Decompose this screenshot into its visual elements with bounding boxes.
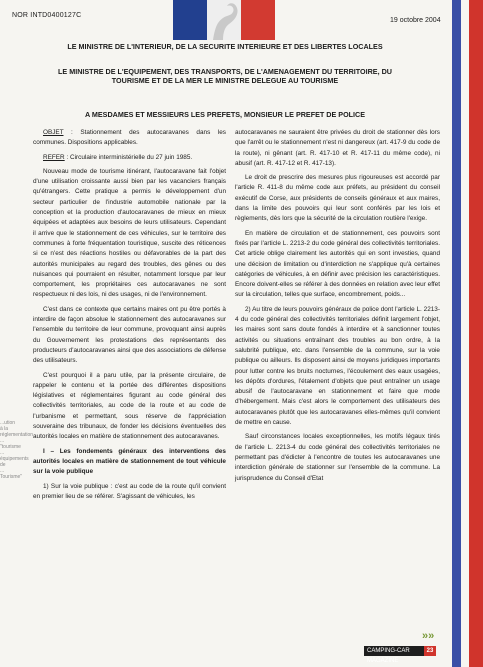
tricolor-stripe-white	[461, 0, 469, 667]
object-label: OBJET	[43, 129, 64, 136]
paragraph: C'est dans ce contexte que certains maires ont pu être portés à interdire de façon absolue le stationnement des autocaravanes sur l'ensemble du territoire de leur commune, provoquant ainsi auprès du Gouvernement les protestations des représentants des producteurs d'autocaravanes ainsi que des associations de défense des utilisateurs.	[33, 305, 226, 365]
left-column	[33, 128, 226, 506]
document-date: 19 octobre 2004	[390, 17, 441, 24]
magazine-footer: CAMPING-CAR MAGAZINE	[364, 646, 434, 656]
reference-text: : Circulaire interministérielle du 27 juin 1985.	[64, 153, 193, 161]
addressees-heading: A MESDAMES ET MESSIEURS LES PREFETS, MONSIEUR LE PREFET DE POLICE	[84, 110, 366, 119]
tricolor-stripe-red	[469, 0, 483, 667]
reference-label: REFER	[43, 153, 65, 161]
section-title: I – Les fondements généraux des interventions des autorités locales en matière de stationnement de tout véhicule sur la voie publique	[33, 447, 226, 476]
paragraph: 2) Au titre de leurs pouvoirs généraux de police dont l'article L. 2213-4 du code général des collectivités territoriales définit largement l'objet, les maires sont sans doute fondés à interdire et à sanctionner toutes activités ou situations entraînant des troubles au bon ordre, à la salubrité publique, etc. dans l'ensemble de la commune, sur la voie publique ou ailleurs. Ils disposent ainsi de moyens juridiques importants pour lutter contre les bruits nocturnes, l'écoulement des eaux usagées, les dépôts d'ordures, l'étalement d'objets que peut entraîner un usage abusif de l'autocaravane en stationnement et faire que mode d'hébergement. Mais c'est alors le comportement des utilisateurs des autocaravanes plutôt que les autocaravanes elles-mêmes qu'il convient de mettre en cause.	[235, 305, 440, 427]
paragraph: Nouveau mode de tourisme itinérant, l'autocaravane fait l'objet d'une utilisation croissante aussi bien par les vacanciers français qu'étrangers. Cette pratique a permis le développement d'un secteur particulier de l'industrie automobile nationale par la conception et la production d'autocaravanes de mieux en mieux équipées et adaptées aux besoins de leurs utilisateurs. Cependant il arrive que le stationnement de ces véhicules, sur le territoire des communes à forte fréquentation touristique, suscite des réticences si ce n'est des réactions hostiles ou défavorables de la part des autorités municipales au regard des troubles, des gênes ou des nuisances qui pourraient en résulter, notamment lorsque par leur comportement, les propriétaires ces autocaravanes ne sont respectueux ni des lois, ni des usages, ni de l'environnement.	[33, 167, 226, 299]
tricolor-stripe-blue	[452, 0, 461, 667]
object-line	[33, 128, 226, 149]
paragraph: C'est pourquoi il a paru utile, par la présente circulaire, de rappeler le contenu et la portée des différentes dispositions législatives et réglementaires figurant au code général des collectivités territoriales, au code de la route et au code de l'urbanisme et permettant, sous réserve de l'appréciation souveraine des tribunaux, de fonder les décisions éventuelles des autorités locales en matière de stationnement des autocaravanes.	[33, 371, 226, 441]
issuer-heading-2: LE MINISTRE DE L'EQUIPEMENT, DES TRANSPORTS, DE L'AMENAGEMENT DU TERRITOIRE, DU TOURISME ET DE LA MER LE MINISTRE DELEGUE AU TOURISME	[58, 67, 392, 85]
page-number: 23	[424, 646, 436, 656]
object-text: : Stationnement des autocaravanes dans les communes. Dispositions applicables.	[33, 129, 226, 147]
bleed-through-text: ...ution à la réglementation ... "tourisme ... équipements de ... Tourisme"	[0, 420, 34, 480]
marianne-profile-icon	[207, 0, 241, 40]
paragraph: En matière de circulation et de stationnement, ces pouvoirs sont fixés par l'article L. 2213-2 du code général des collectivités territoriales. Cet article oblige clairement les autorités qui en sont investies, quand une décision de limitation ou d'interdiction ne s'applique qu'à certaines catégories de véhicules, à en définir avec précision les caractéristiques. Encore doivent-elles se référer à des données en relation avec leur effet sur la circulation, telles que surface, encombrement, poids...	[235, 229, 440, 299]
logo-red-band	[241, 0, 275, 40]
paragraph: 1) Sur la voie publique : c'est au code de la route qu'il convient en premier lieu de se référer. S'agissant de véhicules, les	[33, 482, 226, 500]
document-reference: NOR INTD0400127C	[12, 12, 82, 19]
chevron-arrows-icon: »»	[422, 630, 435, 642]
issuer-heading-1: LE MINISTRE DE L'INTERIEUR, DE LA SECURITE INTERIEURE ET DES LIBERTES LOCALES	[67, 42, 383, 51]
paragraph: autocaravanes ne sauraient être privées du droit de stationner dès lors que l'arrêt ou le stationnement n'est ni dangereux (art. 417-9 du code de la route), ni gênant (art. R. 417-10 et R. 417-11 du même code), ni abusif (art. R. 417-12 et R. 417-13).	[235, 129, 440, 167]
paragraph: Le droit de prescrire des mesures plus rigoureuses est accordé par l'article R. 411-8 du même code aux préfets, au président du conseil exécutif de Corse, aux présidents de conseils généraux et aux maires, dans la limite des pouvoirs qui leur sont conférés par les lois et règlements, dès lors que la sécurité de la circulation routière l'exige.	[235, 174, 440, 223]
marianne-logo	[173, 0, 275, 40]
right-column	[235, 128, 440, 488]
reference-line	[33, 153, 226, 163]
logo-white-band	[207, 0, 241, 40]
logo-blue-band	[173, 0, 207, 40]
paragraph: Sauf circonstances locales exceptionnelles, les motifs légaux tirés de l'article L. 2213-4 du code général des collectivités territoriales ne permettant pas d'édicter à l'encontre de toutes les autocaravanes une interdiction générale de stationner sur l'ensemble de la commune. La jurisprudence du Conseil d'Etat	[235, 433, 440, 482]
